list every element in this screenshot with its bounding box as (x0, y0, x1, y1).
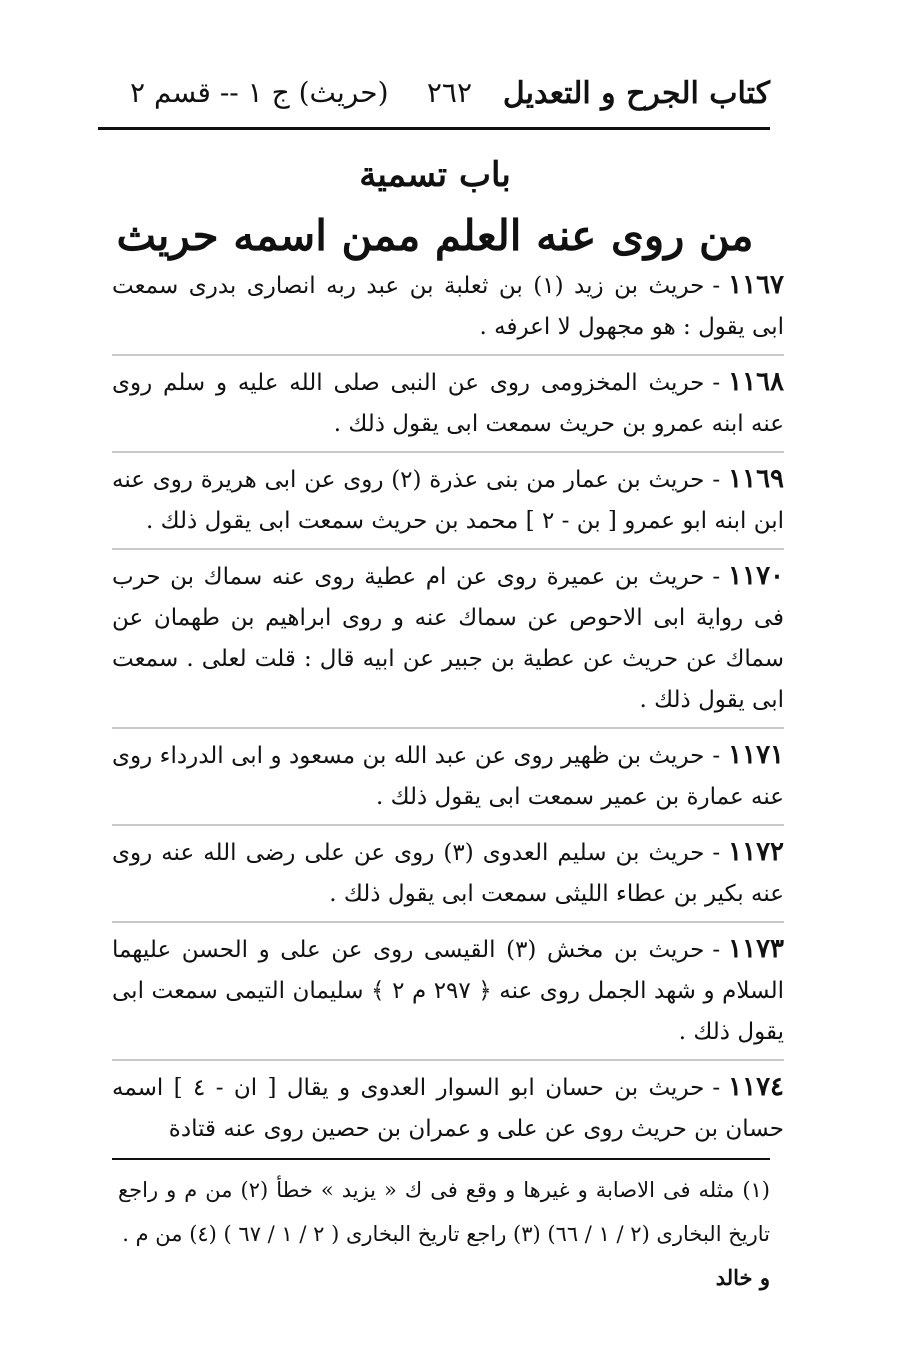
entry-dash: - (712, 273, 721, 299)
entry-separator (112, 451, 784, 453)
entry-text: حريث بن عميرة روى عن ام عطية روى عنه سماك بن حرب فى رواية ابى الاحوص عن سماك عنه و روى ابراهيم بن طهمان عن سماك عن حريث عن عطية بن جبير عن ابيه قال : قلت لعلى . سمعت ابى يقول ذلك . (112, 564, 784, 713)
entry-dash: - (712, 743, 721, 769)
footnote-text: (١) مثله فى الاصابة و غيرها و وقع فى ك « يزيد » خطأ (٢) من م و راجع تاريخ البخارى (٢ / ١ / ٦٦) (٣) راجع تاريخ البخارى ( ٢ / ١ / ٦٧ ) (٤) من م . (118, 1178, 770, 1246)
header-rule (98, 127, 770, 130)
entry-text: حريث بن ظهير روى عن عبد الله بن مسعود و ابى الدرداء روى عنه عمارة بن عمير سمعت ابى يقول ذلك . (112, 743, 784, 810)
chapter-title-line2: من روى عنه العلم ممن اسمه حريث (116, 211, 754, 260)
entry-text: حريث بن عمار من بنى عذرة (٢) روى عن ابى هريرة روى عنه ابن ابنه ابو عمرو [ بن - ٢ ] محمد بن حريث سمعت ابى يقول ذلك . (112, 467, 784, 534)
entry-separator (112, 824, 784, 826)
entry-number: ١١٦٩ (728, 464, 784, 494)
entry-separator (112, 921, 784, 923)
entry (112, 459, 784, 542)
part-info: (حريث) ج ١ -- قسم ٢ (130, 76, 389, 109)
page-number: ٢٦٢ (426, 76, 472, 109)
entry-separator (112, 548, 784, 550)
entry-number: ١١٧٠ (728, 561, 784, 591)
entries-list (112, 265, 784, 1156)
entry-separator (112, 727, 784, 729)
chapter-heading (100, 150, 770, 268)
entry-text: حريث بن مخش (٣) القيسى روى عن على و الحسن عليهما السلام و شهد الجمل روى عنه ﴿ ٢٩٧ م ٢ ﴾ سليمان التيمى سمعت ابى يقول ذلك . (112, 937, 784, 1045)
entry-number: ١١٧٤ (728, 1072, 784, 1102)
entry-text: حريث بن سليم العدوى (٣) روى عن على رضى الله عنه روى عنه بكير بن عطاء الليثى سمعت ابى يقول ذلك . (112, 840, 784, 907)
entry-dash: - (712, 370, 721, 396)
entry-separator (112, 354, 784, 356)
entry-number: ١١٦٧ (728, 270, 784, 300)
entry-number: ١١٦٨ (728, 367, 784, 397)
entry (112, 1067, 784, 1150)
book-title: كتاب الجرح و التعديل (502, 76, 770, 111)
entry (112, 556, 784, 721)
entry (112, 265, 784, 348)
entry-dash: - (712, 937, 721, 963)
footnote-rule (112, 1158, 770, 1160)
entry-dash: - (712, 564, 721, 590)
running-header (120, 70, 770, 122)
chapter-title-line1: باب تسمية (359, 155, 511, 195)
entry (112, 362, 784, 445)
entry-dash: - (712, 1075, 721, 1101)
entry (112, 832, 784, 915)
entry-dash: - (712, 467, 721, 493)
entry-dash: - (712, 840, 721, 866)
footnotes (118, 1168, 770, 1300)
entry-text: حريث المخزومى روى عن النبى صلى الله عليه و سلم روى عنه ابنه عمرو بن حريث سمعت ابى يقول ذلك . (112, 370, 784, 437)
entry-text: حريث بن حسان ابو السوار العدوى و يقال [ ان - ٤ ] اسمه حسان بن حريث روى عن على و عمران بن حصين روى عنه قتادة (112, 1075, 784, 1142)
entry (112, 929, 784, 1053)
entry-number: ١١٧١ (728, 740, 784, 770)
entry-number: ١١٧٢ (728, 837, 785, 867)
entry-separator (112, 1059, 784, 1061)
entry (112, 735, 784, 818)
entry-text: حريث بن زيد (١) بن ثعلبة بن عبد ربه انصارى بدرى سمعت ابى يقول : هو مجهول لا اعرفه . (112, 273, 784, 340)
catchword: و خالد (715, 1265, 770, 1290)
entry-number: ١١٧٣ (728, 934, 784, 964)
